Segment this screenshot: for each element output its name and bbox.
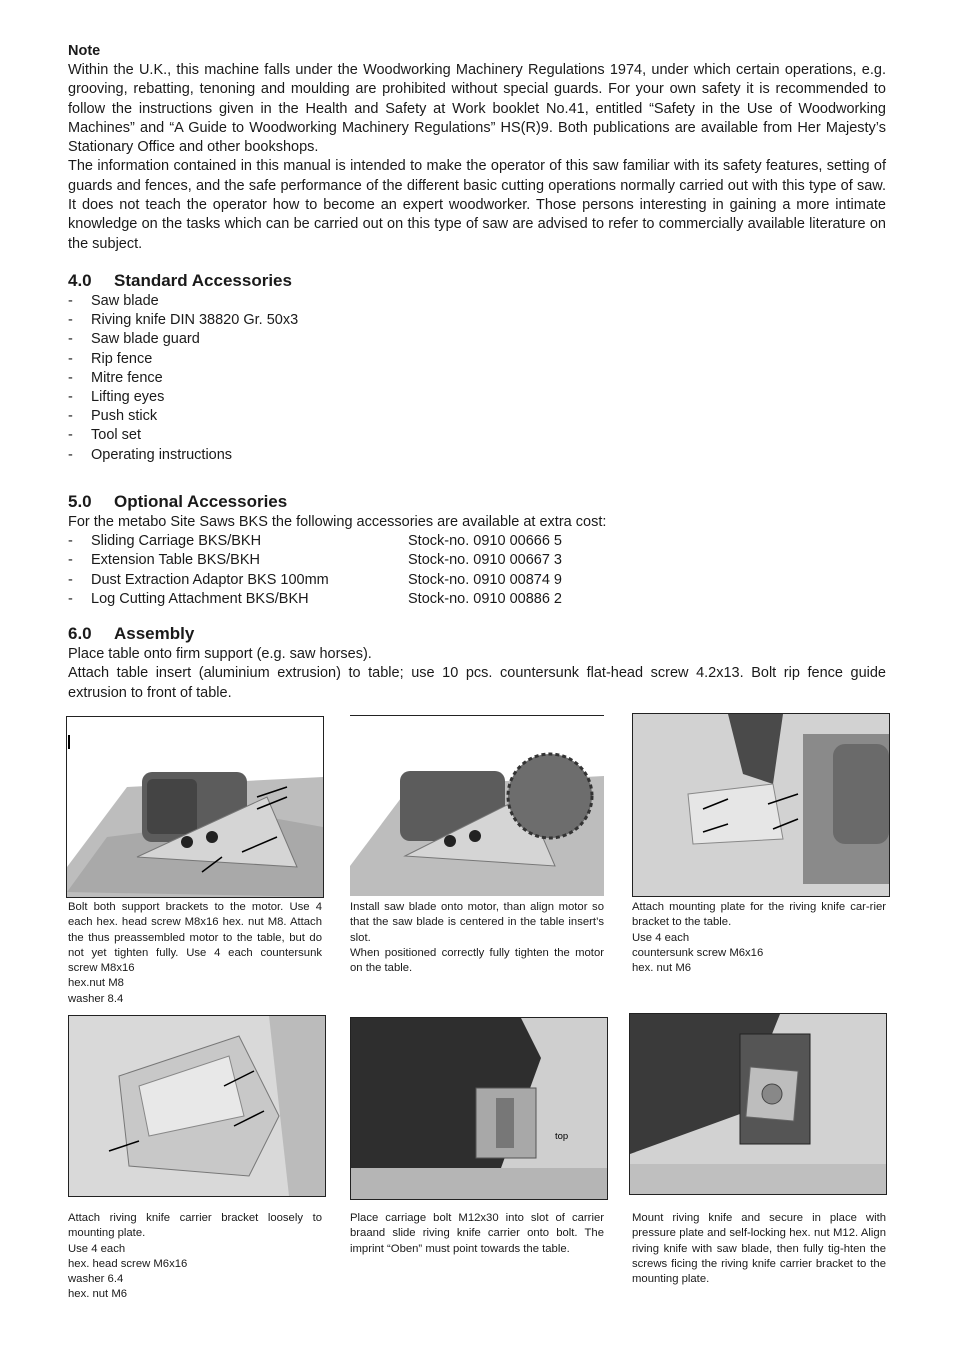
note-paragraph-1: Within the U.K., this machine falls under the Woodworking Machinery Regulations 1974, under which certain operations, e.g. grooving, rebatting, tenoning and moulding are prohibited without special guards. For your own safety it is recommended to follow the instructions given in the Health and Safety at Work booklet No.41, entitled “Safety in the Use of Woodworking Machines” and “A Guide to Woodworking Machinery Regulations” HS(R)9. Both publications are available from Her Majesty’s Stationary Office and other bookshops.: [68, 62, 886, 156]
figure-6-caption: Mount riving knife and secure in place with pressure plate and self-locking hex. nut M12. Align riving knife with saw blade, then fully tig-hten the screws ficing the riving knife carrier bracket to the mounting plate.: [632, 1212, 886, 1286]
figure-5-caption: Place carriage bolt M12x30 into slot of carrier braand slide riving knife carrier onto bolt. The imprint “Oben” must point towards the table.: [350, 1212, 604, 1255]
figure-mounting-plate-photo: [632, 713, 890, 897]
list-item: - Lifting eyes: [68, 388, 886, 407]
note-paragraph-2: The information contained in this manual is intended to make the operator of this saw familiar with its safety features, setting of guards and fences, and the safe performance of the different basic cutting operations normally carried out with this type of saw. It does not teach the operator how to become an expert woodworker. Those persons interesting in gaining a more intimate knowledge on the tasks which can be carried out on this type of saw are advised to refer to commercially available literature on the subject.: [68, 158, 886, 252]
list-item: - Saw blade guard: [68, 330, 886, 349]
figure-saw-blade-install-photo: [350, 716, 604, 896]
optional-intro: For the metabo Site Saws BKS the following accessories are available at extra cost:: [68, 513, 607, 530]
standard-accessories-list: [68, 292, 886, 465]
assembly-line-2: Attach table insert (aluminium extrusion) to table; use 10 pcs. countersunk flat-head screw 4.2x13. Bolt rip fence guide extrusion to front of table.: [68, 665, 886, 701]
figure-label-top: top: [555, 1131, 569, 1142]
list-item: - Operating instructions: [68, 446, 886, 465]
list-item: - Push stick: [68, 407, 886, 426]
figure-3-caption: Attach mounting plate for the riving knife car-rier bracket to the table. Use 4 each countersunk screw M6x16 hex. nut M6: [632, 901, 886, 975]
list-item: - Tool set: [68, 426, 886, 445]
figure-motor-brackets-photo: [66, 716, 324, 898]
figure-riving-knife-photo: [629, 1013, 887, 1195]
figure-4-caption: Attach riving knife carrier bracket loosely to mounting plate. Use 4 each hex. head screw M6x16 washer 6.4 hex. nut M6: [68, 1212, 322, 1301]
list-item: - Sliding Carriage BKS/BKH Stock-no. 0910 00666 5: [68, 532, 886, 551]
list-item: - Riving knife DIN 38820 Gr. 50x3: [68, 311, 886, 330]
figure-1-caption: Bolt both support brackets to the motor. Use 4 each hex. head screw M8x16 hex. nut M8. Attach the thus preassembled motor to the table, but do not yet tighten fully. Use 4 each countersunk screw M8x16 hex.nut M8 washer 8.4: [68, 901, 322, 1005]
figure-carriage-bolt-photo: [350, 1017, 608, 1200]
section-assembly-heading: 6.0 Assembly: [68, 623, 195, 643]
page-content: [68, 42, 886, 703]
note-heading: Note: [68, 43, 101, 59]
list-item: - Saw blade: [68, 292, 886, 311]
list-item: - Dust Extraction Adaptor BKS 100mm Stock-no. 0910 00874 9: [68, 571, 886, 590]
list-item: - Extension Table BKS/BKH Stock-no. 0910 00667 3: [68, 551, 886, 570]
section-standard-accessories-heading: 4.0 Standard Accessories: [68, 270, 292, 290]
list-item: - Mitre fence: [68, 369, 886, 388]
optional-accessories-list: [68, 532, 886, 609]
list-item: - Log Cutting Attachment BKS/BKH Stock-no. 0910 00886 2: [68, 590, 886, 609]
assembly-line-1: Place table onto firm support (e.g. saw horses).: [68, 645, 372, 662]
list-item: - Rip fence: [68, 350, 886, 369]
section-optional-accessories-heading: 5.0 Optional Accessories: [68, 491, 288, 511]
figure-carrier-bracket-photo: [68, 1015, 326, 1197]
figure-2-caption: Install saw blade onto motor, than align motor so that the saw blade is centered in the table insert’s slot. When positioned correctly fully tighten the motor on the table.: [350, 901, 604, 975]
